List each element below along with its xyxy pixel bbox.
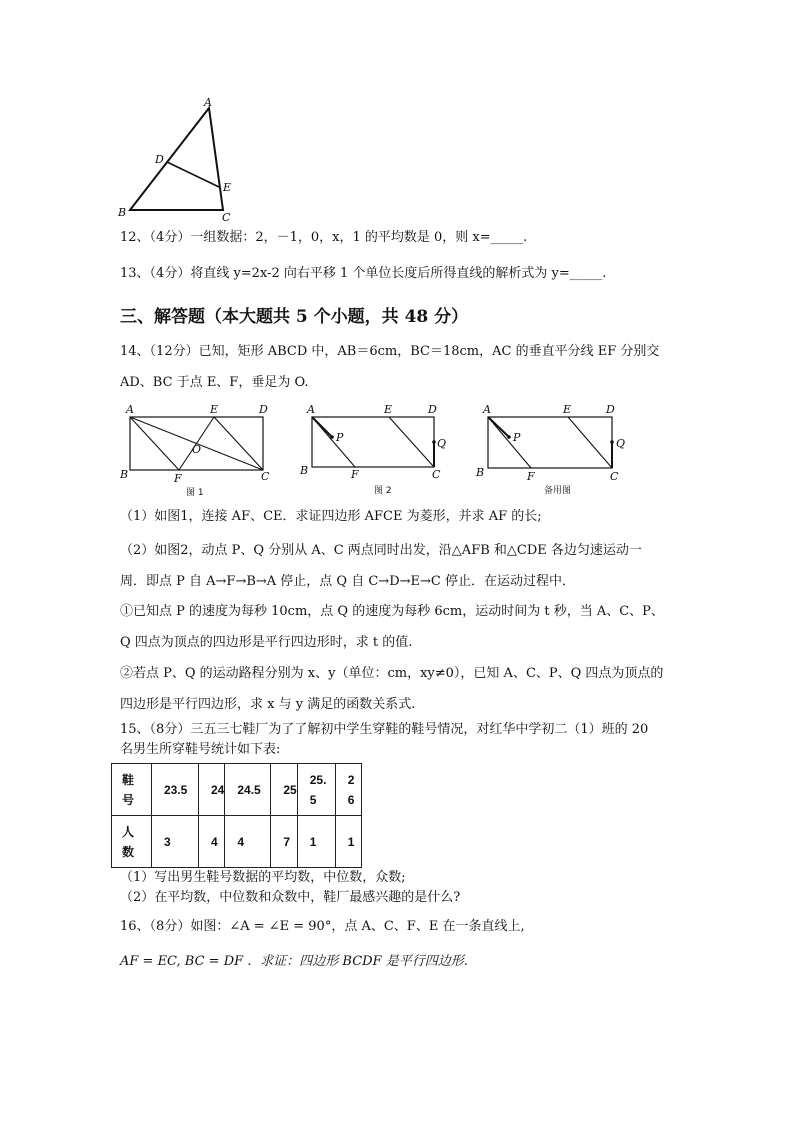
- segment-de: [167, 162, 219, 187]
- segment-ap: [312, 417, 332, 437]
- question-14-part-1: （1）如图1，连接 AF、CE．求证四边形 AFCE 为菱形，并求 AF 的长;: [120, 509, 542, 524]
- segment-ec: [389, 417, 434, 467]
- backup-label-p: P: [513, 431, 521, 444]
- table-header-size: [112, 764, 152, 816]
- backup-label-a: A: [483, 403, 491, 416]
- question-16-line-1: 16、（8分）如图：∠A = ∠E = 90°，点 A、C、F、E 在一条直线上,: [120, 919, 525, 934]
- triangle-figure: [110, 90, 250, 225]
- question-12: 12、（4分）一组数据：2，－1，0，x，1 的平均数是 0，则 x=_____.: [120, 230, 528, 245]
- fig1-label-f: F: [174, 472, 182, 485]
- fig1-label-b: B: [120, 468, 129, 481]
- question-15-part-2: （2）在平均数，中位数和众数中，鞋厂最感兴趣的是什么?: [120, 890, 461, 905]
- table-cell-count: 1: [297, 816, 335, 868]
- table-cell-size: 25: [271, 764, 297, 816]
- question-15-line-1: 15、（8分）三五三七鞋厂为了了解初中学生穿鞋的鞋号情况，对红华中学初二（1）班的 20: [120, 722, 649, 737]
- header-size-top: 鞋: [122, 772, 135, 787]
- table-cell-size: 24.5: [225, 764, 271, 816]
- backup-label-q: Q: [616, 437, 626, 450]
- segment-ap: [488, 417, 509, 437]
- question-14-sub-1-line-1: ①已知点 P 的速度为每秒 10cm，点 Q 的速度为每秒 6cm，运动时间为 t 秒，当 A、C、P、: [120, 604, 664, 619]
- section-3-title: 三、解答题（本大题共 5 个小题，共 48 分）: [120, 307, 469, 327]
- backup-caption: 备用图: [544, 486, 572, 496]
- fig2-label-d: D: [428, 403, 437, 416]
- question-14-part-2-line-1: （2）如图2，动点 P、Q 分别从 A、C 两点同时出发，沿△AFB 和△CDE 各边匀速运动一: [120, 543, 642, 558]
- header-size-bottom: 号: [122, 792, 135, 807]
- fig2-label-c: C: [432, 468, 441, 481]
- table-cell-count: 4: [225, 816, 271, 868]
- point-q: [610, 440, 614, 444]
- question-16-line-2: AF = EC, BC = DF ．求证：四边形 BCDF 是平行四边形.: [120, 954, 468, 969]
- fig1-label-a: A: [126, 403, 134, 416]
- header-count-bottom: 数: [122, 844, 135, 859]
- table-header-count: [112, 816, 152, 868]
- question-15-line-2: 名男生所穿鞋号统计如下表:: [120, 742, 281, 757]
- fig2-label-e: E: [384, 403, 393, 416]
- label-e: E: [223, 181, 232, 194]
- size-part-1: 2: [347, 772, 355, 787]
- figure-2: [297, 402, 457, 500]
- question-15-part-1: （1）写出男生鞋号数据的平均数，中位数，众数;: [120, 870, 406, 885]
- segment-ec: [214, 417, 263, 470]
- label-a: A: [204, 96, 212, 109]
- table-row-sizes: [112, 764, 362, 816]
- table-row-counts: [112, 816, 362, 868]
- table-cell-size: 23.5: [152, 764, 199, 816]
- label-b: B: [118, 206, 127, 219]
- question-14-part-2-line-2: 周．即点 P 自 A→F→B→A 停止，点 Q 自 C→D→E→C 停止．在运动过程中．: [120, 574, 575, 589]
- label-c: C: [222, 211, 231, 224]
- table-cell-count: 7: [271, 816, 297, 868]
- fig2-label-b: B: [300, 464, 309, 477]
- triangle-abc: [130, 108, 223, 210]
- question-14-sub-2-line-1: ②若点 P、Q 的运动路程分别为 x、y（单位：cm，xy≠0），已知 A、C、P、Q 四点为顶点的: [120, 666, 664, 681]
- question-14-sub-1-line-2: Q 四点为顶点的四边形是平行四边形时，求 t 的值.: [120, 635, 413, 650]
- label-d: D: [155, 153, 164, 166]
- backup-label-f: F: [527, 470, 535, 483]
- backup-label-c: C: [610, 470, 619, 483]
- segment-af: [130, 417, 179, 470]
- backup-label-b: B: [476, 466, 485, 479]
- fig2-label-f: F: [351, 468, 359, 481]
- segment-af: [488, 417, 531, 468]
- table-cell-size: [297, 764, 335, 816]
- fig2-label-p: P: [336, 431, 344, 444]
- fig1-label-o: O: [192, 443, 202, 456]
- question-13: 13、（4分）将直线 y=2x-2 向右平移 1 个单位长度后所得直线的解析式为 y=_____.: [120, 266, 607, 281]
- fig1-label-c: C: [261, 470, 270, 483]
- fig1-label-d: D: [259, 403, 268, 416]
- question-14-sub-2-line-2: 四边形是平行四边形，求 x 与 y 满足的函数关系式.: [120, 697, 416, 712]
- table-cell-count: 1: [335, 816, 361, 868]
- point-p: [507, 435, 511, 439]
- header-count-top: 人: [122, 824, 135, 839]
- question-14-line-1: 14、（12分）已知，矩形 ABCD 中，AB＝6cm，BC＝18cm，AC 的垂直平分线 EF 分别交: [120, 344, 660, 359]
- point-q: [432, 440, 436, 444]
- fig1-caption: 图 1: [186, 488, 204, 498]
- size-part-2: 6: [347, 792, 355, 807]
- table-cell-size: [335, 764, 361, 816]
- shoe-size-table: [111, 763, 362, 868]
- fig1-label-e: E: [210, 403, 219, 416]
- question-14-line-2: AD、BC 于点 E、F，垂足为 O.: [120, 375, 309, 390]
- size-part-2: 5: [309, 792, 317, 807]
- table-cell-count: 3: [152, 816, 199, 868]
- figure-1: [118, 402, 278, 500]
- rectangle-abcd: [488, 417, 612, 468]
- fig2-label-q: Q: [437, 437, 447, 450]
- point-p: [330, 435, 334, 439]
- backup-label-e: E: [563, 403, 572, 416]
- backup-label-d: D: [606, 403, 615, 416]
- fig2-label-a: A: [307, 403, 315, 416]
- size-part-1: 25.: [309, 772, 327, 787]
- table-cell-count: 4: [199, 816, 225, 868]
- rectangle-abcd: [312, 417, 434, 467]
- segment-ec: [568, 417, 612, 468]
- figure-backup: [474, 402, 634, 500]
- table-cell-size: 24: [199, 764, 225, 816]
- fig2-caption: 图 2: [374, 486, 392, 496]
